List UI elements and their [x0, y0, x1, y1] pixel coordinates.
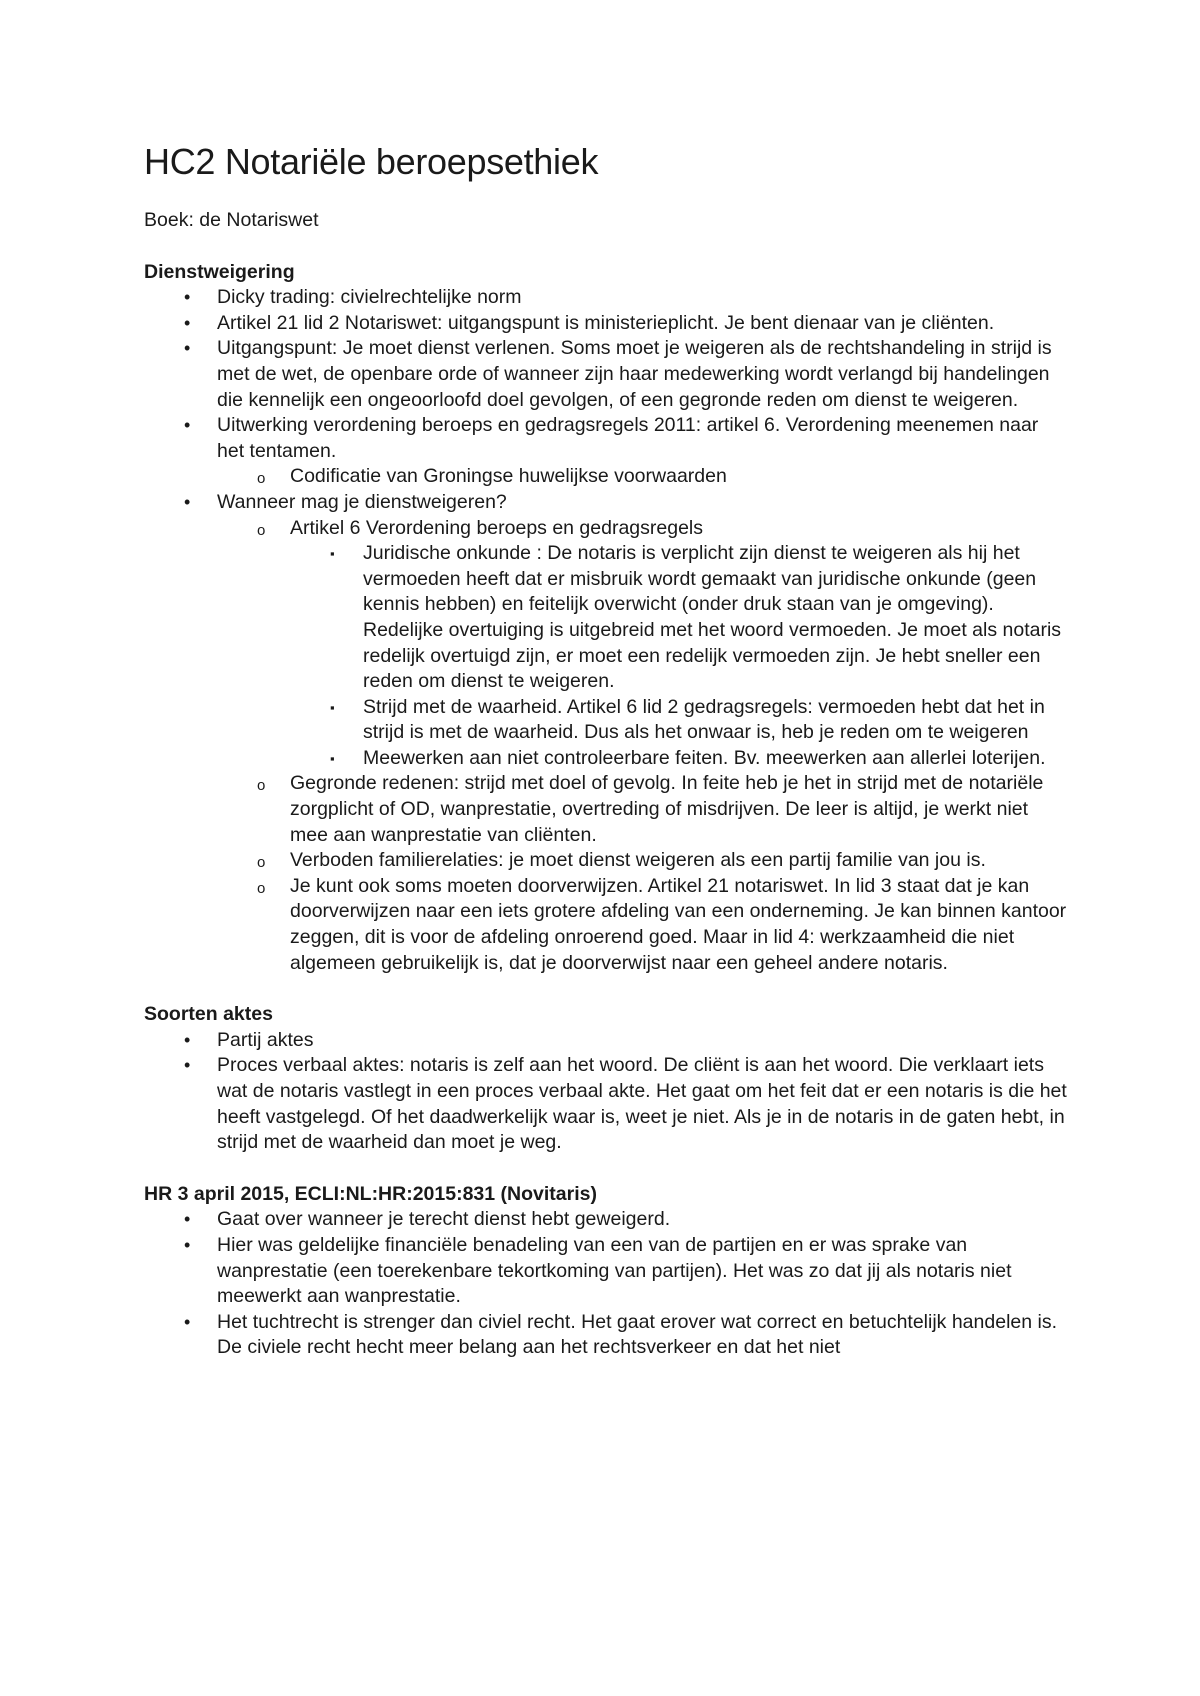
circle-marker: o [257, 470, 266, 488]
list-item [290, 695, 1069, 746]
list-item [144, 1053, 1069, 1155]
list-item-text: Meewerken aan niet controleerbare feiten. Bv. meewerken aan allerlei loterijen. [363, 746, 1046, 769]
list-item-text: Wanneer mag je dienstweigeren? [217, 490, 507, 513]
document-subtitle: Boek: de Notariswet [144, 209, 319, 231]
bullet-marker: • [184, 491, 191, 512]
list-item [144, 413, 1069, 490]
square-marker: ▪ [330, 699, 335, 715]
list-item-text: Verboden familierelaties: je moet dienst weigeren als een partij familie van jou is. [290, 849, 986, 872]
bullet-marker: • [184, 312, 191, 333]
list-item [217, 874, 1069, 976]
list-item [144, 1207, 1069, 1233]
bullet-marker: • [184, 1209, 191, 1230]
bullet-marker: • [184, 287, 191, 308]
list-item [144, 1028, 1069, 1054]
bullet-marker: • [184, 1234, 191, 1255]
list-item [144, 1233, 1069, 1310]
list-item-text: Strijd met de waarheid. Artikel 6 lid 2 gedragsregels: vermoeden hebt dat het in strijd is met de waarheid. Dus als het onwaar is, heb je reden om te weigeren [363, 695, 1045, 744]
list-item [290, 541, 1069, 695]
list-item-text: Gaat over wanneer je terecht dienst hebt geweigerd. [217, 1208, 671, 1231]
list-item-text: Juridische onkunde : De notaris is verplicht zijn dienst te weigeren als hij het vermoeden heeft dat er misbruik wordt gemaakt van juridische onkunde (geen kennis hebben) en feitelijk overwicht (onder druk staan van je omgeving). Redelijke overtuiging is uitgebreid met het woord vermoeden. Je moet als notaris redelijk overtuigd zijn, er moet een redelijk vermoeden zijn. Je hebt sneller een reden om dienst te weigeren. [363, 542, 1062, 693]
circle-marker: o [257, 777, 266, 795]
list-level-2 [144, 516, 1069, 977]
list-item [144, 285, 1069, 311]
section-heading: Dienstweigering [144, 260, 295, 283]
list-item-text: Gegronde redenen: strijd met doel of gevolg. In feite heb je het in strijd met de notariële zorgplicht of OD, wanprestatie, overtreding of misdrijven. De leer is altijd, je werkt niet mee aan wanprestatie van cliënten. [290, 772, 1044, 846]
list-item-text: Dicky trading: civielrechtelijke norm [217, 286, 522, 309]
list-item-text: Artikel 21 lid 2 Notariswet: uitgangspunt is ministerieplicht. Je bent dienaar van je cliënten. [217, 311, 995, 334]
bullet-marker: • [184, 338, 191, 359]
list-item [217, 848, 1069, 874]
list-item [290, 746, 1069, 772]
list-item [217, 464, 1069, 490]
circle-marker: o [257, 854, 266, 872]
bullet-marker: • [184, 1029, 191, 1050]
list-item [144, 336, 1069, 413]
sections-container [144, 260, 1069, 1361]
list-item-text: Partij aktes [217, 1028, 314, 1051]
square-marker: ▪ [330, 546, 335, 562]
section-heading: Soorten aktes [144, 1003, 273, 1026]
list-item-text: Uitgangspunt: Je moet dienst verlenen. Soms moet je weigeren als de rechtshandeling in strijd is met de wet, de openbare orde of wanneer zijn haar medewerking wordt verlangd bij handelingen die kennelijk een ongeoorloofd doel gevolgen, of een gegronde reden om dienst te weigeren. [217, 337, 1052, 411]
document-title: HC2 Notariële beroepsethiek [144, 141, 599, 182]
square-marker: ▪ [330, 750, 335, 766]
list-level-1 [144, 1207, 1069, 1361]
list-level-3 [290, 541, 1069, 771]
list-item-text: Het tuchtrecht is strenger dan civiel recht. Het gaat erover wat correct en betuchtelijk handelen is. De civiele recht hecht meer belang aan het rechtsverkeer en dat het niet [217, 1310, 1058, 1359]
circle-marker: o [257, 521, 266, 539]
list-item-text: Uitwerking verordening beroeps en gedragsregels 2011: artikel 6. Verordening meenemen naar het tentamen. [217, 414, 1039, 462]
circle-marker: o [257, 879, 266, 897]
list-level-1 [144, 285, 1069, 976]
list-item [144, 490, 1069, 976]
list-item-text: Je kunt ook soms moeten doorverwijzen. Artikel 21 notariswet. In lid 3 staat dat je kan doorverwijzen naar een iets grotere afdeling van een onderneming. Je kan binnen kantoor zeggen, dit is voor de afdeling onroerend goed. Maar in lid 4: werkzaamheid die niet algemeen gebruikelijk is, dat je doorverwijst naar een geheel andere notaris. [290, 874, 1067, 974]
list-item [144, 1310, 1069, 1361]
list-level-2 [144, 464, 1069, 490]
bullet-marker: • [184, 415, 191, 436]
list-item-text: Hier was geldelijke financiële benadeling van een van de partijen en er was sprake van wanprestatie (een toerekenbare tekortkoming van partijen). Het was zo dat jij als notaris niet meewerkt aan wanprestatie. [217, 1233, 1012, 1308]
list-item [217, 516, 1069, 772]
list-item [217, 771, 1069, 848]
section-heading: HR 3 april 2015, ECLI:NL:HR:2015:831 (Novitaris) [144, 1182, 597, 1205]
list-item-text: Proces verbaal aktes: notaris is zelf aan het woord. De cliënt is aan het woord. Die verklaart iets wat de notaris vastlegt in een proces verbaal akte. Het gaat om het feit dat er een notaris is die het heeft vastgelegd. Of het daadwerkelijk waar is, weet je niet. Als je in de notaris in de gaten hebt, in strijd met de waarheid dan moet je weg. [217, 1054, 1067, 1154]
list-level-1 [144, 1028, 1069, 1156]
list-item-text: Codificatie van Groningse huwelijkse voorwaarden [290, 465, 727, 488]
bullet-marker: • [184, 1311, 191, 1332]
document-content [144, 140, 1069, 1361]
list-item [144, 311, 1069, 337]
bullet-marker: • [184, 1055, 191, 1076]
list-item-text: Artikel 6 Verordening beroeps en gedragsregels [290, 516, 704, 539]
